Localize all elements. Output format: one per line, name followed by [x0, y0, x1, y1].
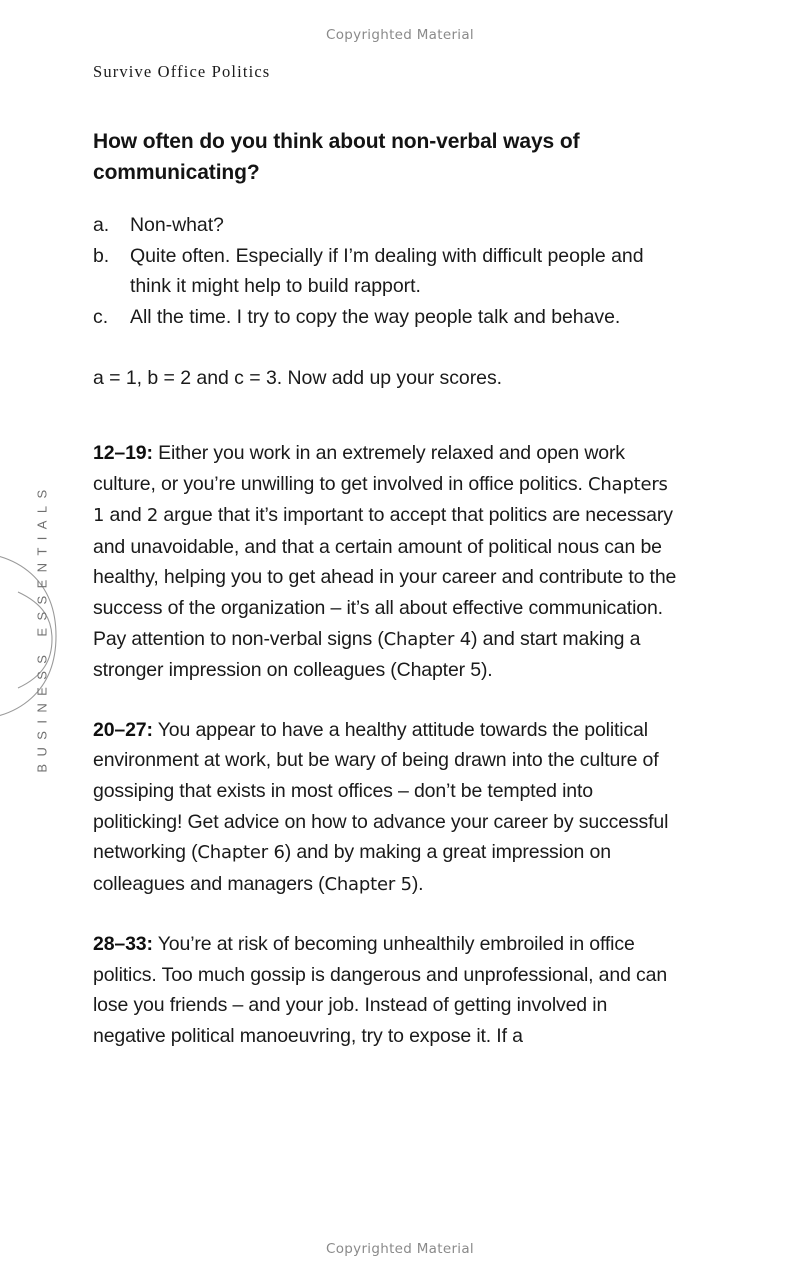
result-text-20-27-part1: You appear to have a healthy attitude towards the political environment at work, but be wary of being drawn into the culture of gossiping that exists in most offices – don’t be tempted into politicking! Get advice on how to advance your career by successful networking ( [93, 718, 669, 864]
result-band-12-19 [93, 438, 681, 686]
question-heading: How often do you think about non-verbal ways of communicating? [93, 130, 580, 184]
answer-marker-a: a. [93, 214, 110, 236]
chapter-xref-chapters-1: Chapters 1 [93, 473, 668, 527]
chapter-xref-chapter-6: Chapter 6 [197, 842, 285, 864]
chapter-xref-chapter-4: Chapter 4 [383, 628, 472, 650]
answer-text-a: Non-what? [130, 214, 224, 236]
copyright-notice-top: Copyrighted Material [326, 27, 474, 43]
answer-options-list [93, 210, 681, 332]
chapter-xref-chapter-5: Chapter 5 [324, 873, 412, 895]
result-text-20-27-part2: ) and by making a great impression on colleagues and managers ( [93, 841, 611, 895]
copyright-notice-bottom: Copyrighted Material [326, 1241, 474, 1257]
result-text-12-19-part2: and [104, 504, 147, 527]
page-content [93, 126, 681, 1052]
answer-marker-c: c. [93, 305, 109, 328]
running-head-title: Survive Office Politics [93, 62, 271, 81]
series-label: BUSINESS ESSENTIALS [34, 482, 50, 773]
result-text-12-19-part1: Either you work in an extremely relaxed and open work culture, or you’re unwilling to get involved in office politics. [93, 441, 625, 495]
result-band-28-33 [93, 929, 681, 1051]
answer-text-b: Quite often. Especially if I’m dealing with difficult people and think it might help to build rapport. [130, 244, 644, 298]
result-band-20-27 [93, 715, 681, 901]
result-text-12-19-part3: argue that it’s important to accept that politics are necessary and unavoidable, and that a certain amount of political nous can be healthy, helping you to get ahead in your career and contribute to the success of the organization – it’s all about effective communication. Pay attention to non-verbal signs ( [93, 504, 677, 650]
chapter-xref-2: 2 [146, 505, 159, 527]
scoring-instruction: a = 1, b = 2 and c = 3. Now add up your scores. [93, 367, 503, 390]
score-range-20-27: 20–27: [93, 718, 153, 741]
answer-option-b [93, 241, 681, 302]
answer-option-c [93, 302, 681, 333]
result-text-12-19-part4: ) and start making a stronger impression on colleagues (Chapter 5). [93, 627, 641, 682]
answer-marker-b: b. [93, 244, 110, 267]
series-rail [0, 440, 86, 840]
answer-option-a [93, 210, 681, 241]
score-range-12-19: 12–19: [93, 441, 153, 464]
result-text-28-33-part1: You’re at risk of becoming unhealthily embroiled in office politics. Too much gossip is dangerous and unprofessional, and can lose you friends – and your job. Instead of getting involved in negative political manoeuvring, try to expose it. If a [93, 933, 668, 1048]
answer-text-c: All the time. I try to copy the way people talk and behave. [130, 305, 621, 328]
result-text-20-27-part3: ). [411, 872, 424, 895]
score-range-28-33: 28–33: [93, 933, 153, 956]
